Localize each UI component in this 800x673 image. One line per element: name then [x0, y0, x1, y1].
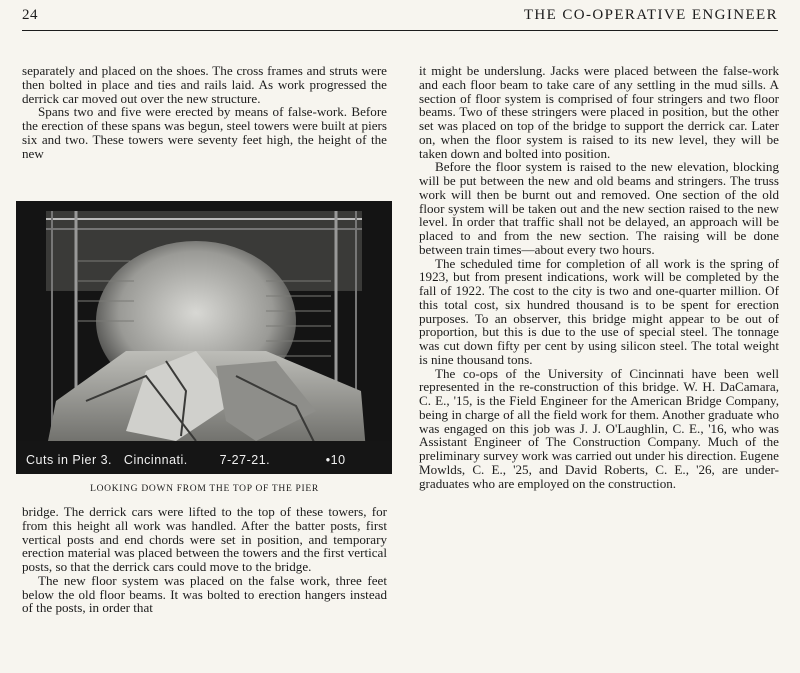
paragraph: Spans two and five were erected by means of false-work. Before the erection of these spans was begun, steel towers were built at piers six and two. These towers were seventy feet high, the height of the new: [22, 104, 387, 161]
paragraph: Before the floor system is raised to the new elevation, blocking will be put between the new and old beams and stringers. The truss work will then be burnt out and removed. One section of the old floor system will be taken out and the new section raised to the new level. In order that traffic shall not be delayed, an approach will be placed to and from the new section. The raising will be done between train times—about every two hours.: [419, 159, 779, 257]
paragraph: it might be underslung. Jacks were placed between the false-work and each floor beam to take care of any settling in the mud sills. A section of floor system is comprised of four stringers and two floor beams. Two of these stringers were placed in position, but the other set was placed on top of the bridge to support the derrick car. Later on, when the floor system is raised to its new level, they will be taken down and bolted into position.: [419, 63, 779, 161]
photo-caption: LOOKING DOWN FROM THE TOP OF THE PIER: [90, 484, 319, 494]
header-rule: [22, 30, 778, 31]
journal-title: THE CO-OPERATIVE ENGINEER: [523, 7, 778, 23]
paragraph: The co-ops of the University of Cincinnati have been well represented in the re-construction of this bridge. W. H. DaCamara, C. E., '15, is the Field Engineer for the American Bridge Company, being in charge of all the field work for them. Another graduate who was engaged on this job was J. J. O'Laughlin, C. E., '16, who was Assistant Engineer of The Construction Company. Much of the preliminary survey work was carried out under his direction. Eugene Mowlds, C. E., '25, and David Roberts, C. E., '26, are under-graduates who are employed on the construction.: [419, 365, 779, 491]
right-column: [419, 64, 779, 490]
paragraph: The new floor system was placed on the false work, three feet below the old floor beams. It was bolted to erection hangers instead of the posts, in order that: [22, 572, 387, 616]
pier-photograph: [16, 201, 392, 474]
paragraph: bridge. The derrick cars were lifted to the top of these towers, for from this height all work was handled. After the batter posts, first vertical posts and end chords were set in position, and temporary erection material was placed between the towers and the first vertical posts, so that the derrick cars could move to the bridge.: [22, 504, 387, 574]
page-number: 24: [22, 7, 38, 23]
left-column-bottom: [22, 505, 387, 615]
paragraph: separately and placed on the shoes. The cross frames and struts were then bolted in place and ties and rails laid. As work progressed the derrick car moved out over the new structure.: [22, 63, 387, 106]
photo-overlay-caption: Cuts in Pier 3. Cincinnati. 7-27-21. •10: [26, 453, 346, 467]
left-column-top: [22, 64, 387, 160]
paragraph: The scheduled time for completion of all work is the spring of 1923, but from present indications, work will be completed by the fall of 1922. The cost to the city is two and one-quarter million. Of this total cost, six hundred thousand is to be spent for erection purposes. To an observer, this bridge might appear to be out of proportion, but this is due to the use of special steel. The tonnage was cut down fifty per cent by using silicon steel. The total weight is nine thousand tons.: [419, 255, 779, 367]
